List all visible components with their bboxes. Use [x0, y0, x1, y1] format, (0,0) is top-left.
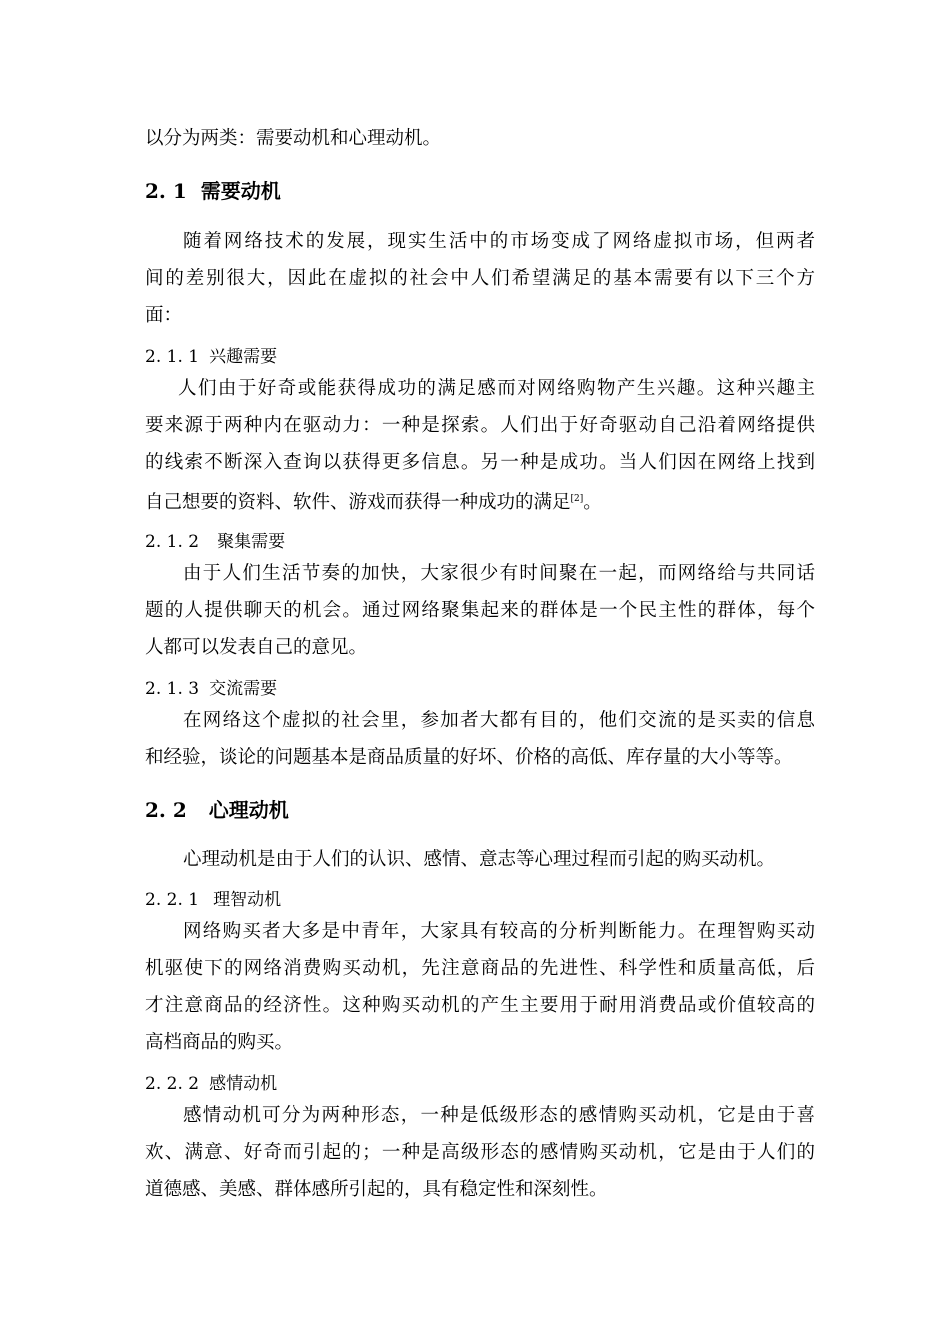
- subsection-number: 2. 2. 1: [145, 890, 200, 910]
- subsection-heading-2-1-2: [145, 527, 285, 552]
- subsection-number: 2. 2. 2: [145, 1074, 200, 1094]
- paragraph-line: 要来源于两种内在驱动力：一种是探索。人们出于好奇驱动自己沿着网络提供: [145, 415, 815, 436]
- paragraph-line: 以分为两类：需要动机和心理动机。: [145, 128, 442, 149]
- subsection-number: 2. 1. 2: [145, 532, 200, 552]
- paragraph-line: 机驱使下的网络消费购买动机，先注意商品的先进性、科学性和质量高低，后: [145, 958, 815, 979]
- subsection-heading-2-2-1: [145, 885, 281, 910]
- paragraph-line: 心理动机是由于人们的认识、感情、意志等心理过程而引起的购买动机。: [183, 849, 776, 870]
- section-title: 心理动机: [208, 798, 289, 822]
- citation-reference: [2]: [570, 494, 584, 504]
- paragraph-line: 高档商品的购买。: [145, 1032, 294, 1053]
- paragraph-line: 随着网络技术的发展，现实生活中的市场变成了网络虚拟市场，但两者: [183, 231, 815, 252]
- paragraph-line: 的线索不断深入查询以获得更多信息。另一种是成功。当人们因在网络上找到: [145, 452, 815, 473]
- section-title: 需要动机: [200, 179, 281, 203]
- subsection-title: 兴趣需要: [209, 347, 278, 367]
- section-number: 2. 1: [145, 179, 187, 203]
- paragraph-line: 面：: [145, 305, 183, 326]
- section-heading-2-2: [145, 794, 289, 823]
- paragraph-line: 才注意商品的经济性。这种购买动机的产生主要用于耐用消费品或价值较高的: [145, 995, 815, 1016]
- subsection-number: 2. 1. 1: [145, 347, 200, 367]
- paragraph-line: 由于人们生活节奏的加快，大家很少有时间聚在一起，而网络给与共同话: [183, 563, 815, 584]
- paragraph-line: 欢、满意、好奇而引起的；一种是高级形态的感情购买动机，它是由于人们的: [145, 1142, 815, 1163]
- paragraph-line: 和经验，谈论的问题基本是商品质量的好坏、价格的高低、库存量的大小等等。: [145, 747, 793, 768]
- subsection-heading-2-1-3: [145, 674, 277, 699]
- paragraph-line: 间的差别很大，因此在虚拟的社会中人们希望满足的基本需要有以下三个方: [145, 268, 815, 289]
- section-heading-2-1: [145, 175, 281, 204]
- paragraph-line: [145, 481, 815, 521]
- paragraph-line: 在网络这个虚拟的社会里，参加者大都有目的，他们交流的是买卖的信息: [183, 710, 815, 731]
- subsection-title: 聚集需要: [217, 532, 286, 552]
- subsection-number: 2. 1. 3: [145, 679, 200, 699]
- subsection-title: 交流需要: [209, 679, 278, 699]
- subsection-heading-2-1-1: [145, 342, 277, 367]
- paragraph-line: 人们由于好奇或能获得成功的满足感而对网络购物产生兴趣。这种兴趣主: [178, 378, 815, 399]
- section-number: 2. 2: [145, 798, 187, 822]
- subsection-title: 感情动机: [209, 1074, 278, 1094]
- subsection-title: 理智动机: [213, 890, 282, 910]
- subsection-heading-2-2-2: [145, 1069, 277, 1094]
- line-end: 。: [583, 492, 602, 513]
- line-text: 自己想要的资料、软件、游戏而获得一种成功的满足: [145, 492, 571, 513]
- paragraph-line: 网络购买者大多是中青年，大家具有较高的分析判断能力。在理智购买动: [183, 921, 815, 942]
- paragraph-line: 道德感、美感、群体感所引起的，具有稳定性和深刻性。: [145, 1179, 608, 1200]
- paragraph-line: 题的人提供聊天的机会。通过网络聚集起来的群体是一个民主性的群体，每个: [145, 600, 815, 621]
- paragraph-line: 感情动机可分为两种形态，一种是低级形态的感情购买动机，它是由于喜: [183, 1105, 815, 1126]
- paragraph-line: 人都可以发表自己的意见。: [145, 637, 368, 658]
